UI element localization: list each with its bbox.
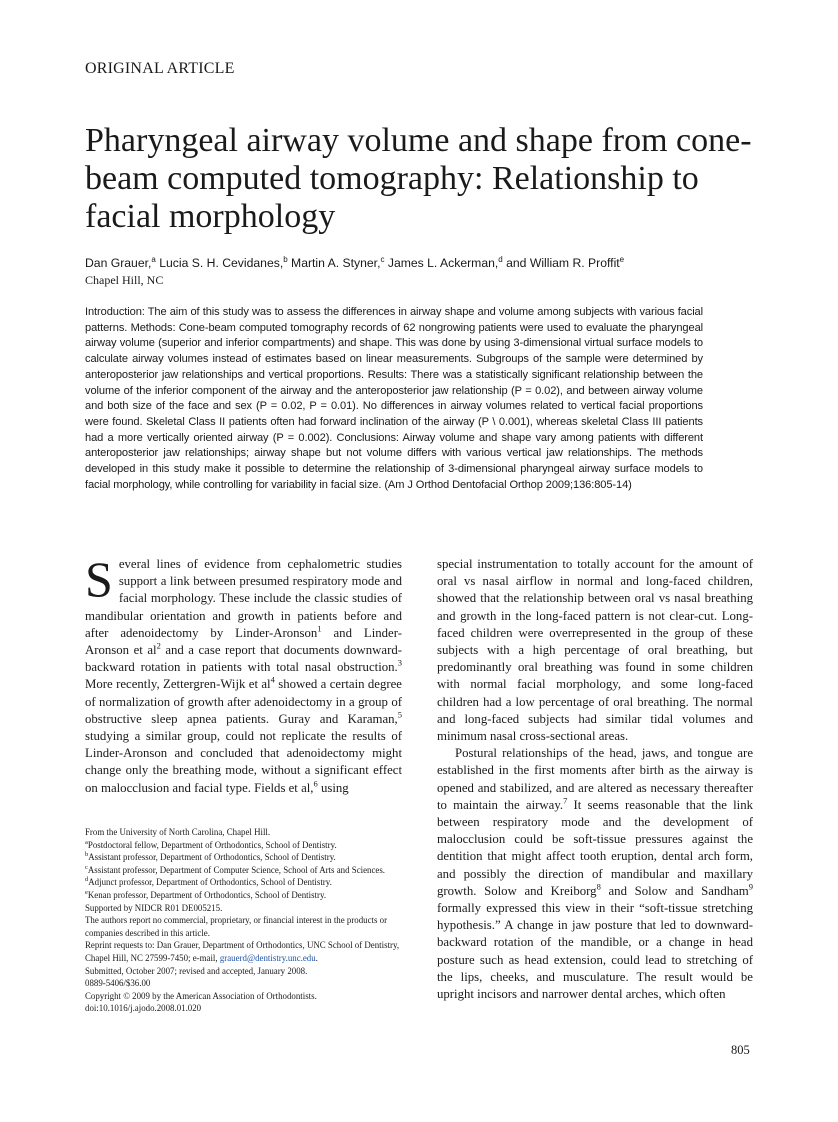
body-paragraph [437,745,753,1003]
footnote-submitted: Submitted, October 2007; revised and accepted, January 2008. [85,965,308,976]
footnote-item [85,851,402,864]
reprint-text: Reprint requests to: Dan Grauer, Department of Orthodontics, UNC School of Dentistry, Chapel Hill, NC 27599-7450; e-mail, [85,940,400,963]
footnote-item [85,839,402,852]
text-run: Postural relationships of the head, jaws, and tongue are established in the first moments after birth as the airway is opened and stabilized, and are altered as necessary thereafter to maintain the airway. [437,746,753,812]
text-run: and Solow and Sandham [600,883,749,898]
footnote-item [85,864,402,877]
footnote-item [85,876,402,889]
section-label: ORIGINAL ARTICLE [85,60,235,77]
footnote-funding: Supported by NIDCR R01 DE005215. [85,902,223,913]
citation-superscript: 6 [313,778,318,789]
text-run: everal lines of evidence from cephalometric studies support a link between presumed respiratory mode and facial morphology. These include the classic studies of mandibular orientation and growth in patients before and after adenoidectomy by Linder-Aronson [85,557,402,640]
footnote-mark: e [85,889,88,896]
affiliation-location: Chapel Hill, NC [85,273,164,287]
body-column-right [437,556,753,1003]
body-paragraph [437,556,753,745]
footnote-text: Postdoctoral fellow, Department of Orthodontics, School of Dentistry. [87,839,337,850]
footnote-mark: a [85,838,88,846]
author-name: Lucia S. H. Cevidanes, [155,256,284,271]
author-affiliation-mark: e [619,255,625,264]
footnote-reprint [85,939,402,964]
text-run: More recently, Zettergren-Wijk et al [85,677,271,692]
citation-superscript: 8 [596,881,601,892]
author-affiliation-mark: a [151,255,156,264]
citation-superscript: 7 [563,795,568,806]
author-name: Martin A. Styner, [287,256,381,271]
footnote-item [85,889,402,902]
email-link[interactable]: grauerd@dentistry.unc.edu [219,952,316,963]
footnote-mark: c [85,863,88,871]
text-run: and Linder-Aronson et al [85,625,402,658]
footnote-price: 0889-5406/$36.00 [85,978,151,989]
page-number: 805 [731,1043,750,1057]
footnote-mark: d [85,876,89,884]
author-name: Dan Grauer, [85,256,152,271]
citation-superscript: 2 [156,640,161,651]
author-affiliation-mark: c [380,255,385,264]
author-name: James L. Ackerman, [384,256,499,271]
article-title: Pharyngeal airway volume and shape from cone-beam computed tomography: Relationship to facial morphology [85,122,752,235]
body-paragraph [85,551,402,797]
footnote-copyright: Copyright © 2009 by the American Association of Orthodontists. [85,990,317,1001]
text-run: showed a certain degree of normalization of growth after adenoidectomy in a group of obstructive sleep apnea patients. Guray and Karaman, [85,677,402,726]
footnote-doi: doi:10.1016/j.ajodo.2008.01.020 [85,1003,202,1014]
citation-superscript: 5 [397,709,402,720]
author-list [85,255,765,270]
citation-superscript: 9 [748,881,753,892]
text-run: and a case report that documents downward-backward rotation in patients with total nasal obstruction. [85,643,402,675]
drop-cap: S [85,551,113,607]
footnotes [85,826,402,1015]
abstract: Introduction: The aim of this study was to assess the differences in airway shape and volume among subjects with various facial patterns. Methods: Cone-beam computed tomography records of 62 nongrowing patients were used to evaluate the pharyngeal airway volume (superior and inferior compartments) and shape. This was done by using 3-dimensional virtual surface models to calculate airway volumes instead of estimates based on linear measurements. Subgroups of the sample were determined by anteroposterior jaw relationships and vertical proportions. Results: There was a statistically significant relationship between the volume of the inferior component of the airway and the anteroposterior jaw relationship (P = 0.02), and between airway volume and both size of the face and sex (P = 0.02, P = 0.01). No differences in airway volumes related to vertical facial proportions were found. Skeletal Class II patients often had forward inclination of the airway (P \ 0.001), whereas skeletal Class III patients had a more vertically oriented airway (P = 0.002). Conclusions: Airway volume and shape vary among patients with different anteroposterior jaw relationships; airway shape but not volume differs with various vertical jaw relationships. The methods developed in this study make it possible to determine the relationship of 3-dimensional pharyngeal airway surface models to facial morphology, while controlling for variability in facial size. (Am J Orthod Dentofacial Orthop 2009;136:805-14) [85,306,703,491]
text-run: formally expressed this view in their “soft-tissue stretching hypothesis.” A change in jaw posture that led to downward-backward rotation of the mandible, or a change in head posture such as head extension, could lead to stretching of the lips, cheeks, and musculature. The result would be upright incisors and narrower dental arches, which often [437,901,753,1002]
footnote-institution: From the University of North Carolina, Chapel Hill. [85,827,271,837]
text-run: special instrumentation to totally account for the amount of oral vs nasal airflow in normal and long-faced children, showed that the relationship between oral vs nasal breathing and growth in the long-faced pattern is not clear-cut. Long-faced children were overrepresented in the group of these subjects with a high percentage of oral breathing, but predominantly oral breathing was found in some children with normal facial morphology, and some long-faced children had a low percentage of oral breathing. The normal and long-faced subjects had similar tidal volumes and minimum nasal cross-sectional areas. [437,557,753,744]
citation-superscript: 3 [397,657,402,668]
reprint-end: . [315,952,318,963]
paragraph-text [85,551,402,795]
author-affiliation-mark: b [283,255,288,264]
text-run: using [317,780,349,795]
text-run: It seems reasonable that the link between respiratory mode and the development of malocclusion could be soft-tissue pressures against the dentition that might affect tooth eruption, dental arch form, and possibly the direction of mandibular and maxillary growth. Solow and Kreiborg [437,797,753,898]
citation-superscript: 4 [270,675,275,686]
footnote-mark: b [85,851,89,859]
footnote-affiliations [85,839,402,902]
footnote-text: Assistant professor, Department of Computer Science, School of Arts and Sciences. [87,864,386,875]
citation-superscript: 1 [317,623,322,634]
footnote-text: Adjunct professor, Department of Orthodontics, School of Dentistry. [88,877,332,888]
text-run: studying a similar group, could not replicate the results of Linder-Aronson and concluded that adenoidectomy might change only the breathing mode, without a significant effect on malocclusion and facial type. Fields et al, [85,729,402,795]
body-column-left [85,551,402,797]
author-name: and William R. Proffit [502,256,620,271]
footnote-text: Kenan professor, Department of Orthodontics, School of Dentistry. [87,889,327,900]
footnote-conflict: The authors report no commercial, proprietary, or financial interest in the products or companies described in this article. [85,915,388,938]
author-affiliation-mark: d [498,255,503,264]
footnote-text: Assistant professor, Department of Orthodontics, School of Dentistry. [88,852,336,863]
